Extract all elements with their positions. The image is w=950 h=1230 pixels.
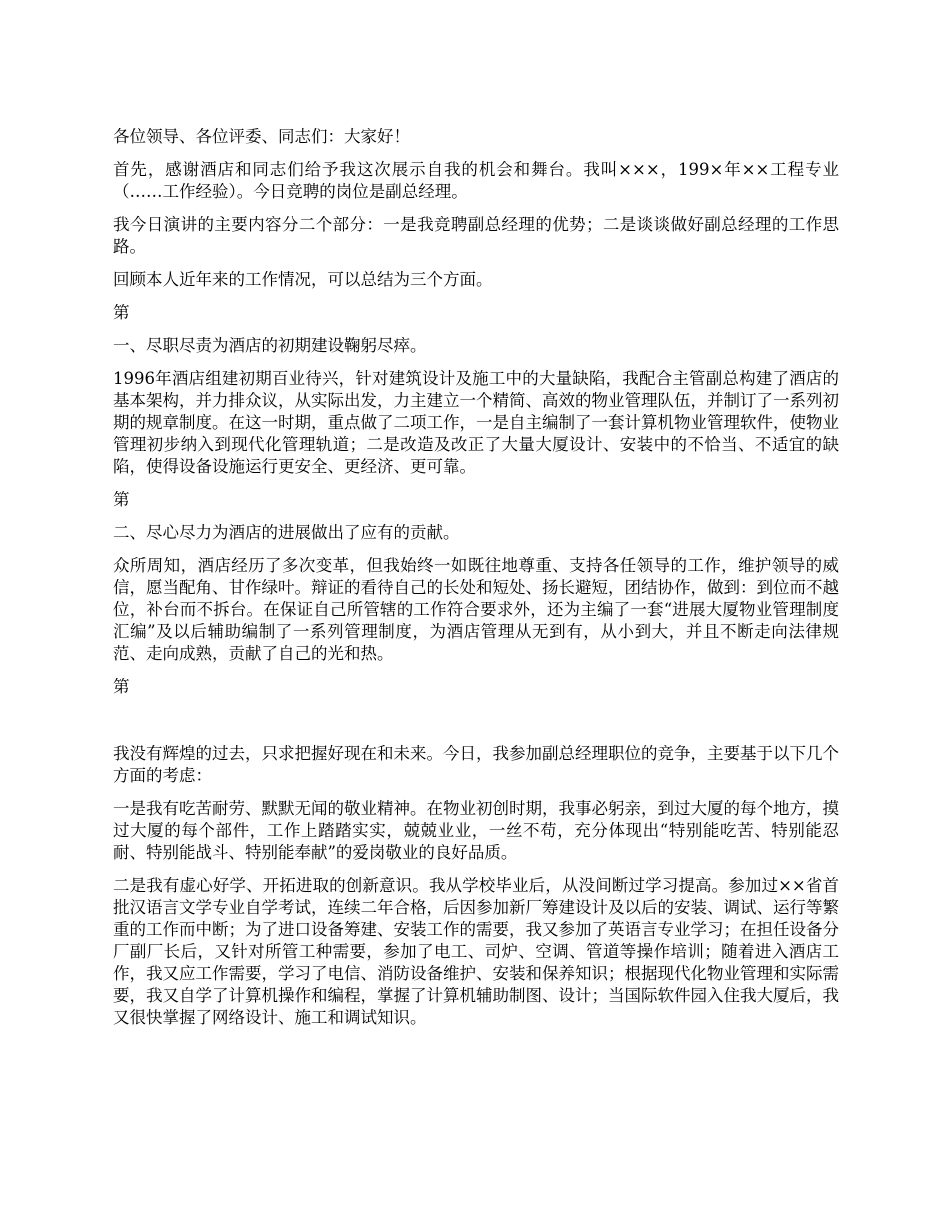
strength-paragraph-2: 二是我有虚心好学、开拓进取的创新意识。我从学校毕业后，从没间断过学习提高。参加过××省首批汉语言文学专业自学考试，连续二年合格，后因参加新厂筹建设计及以后的安装、调试、运行等繁重的工作而中断；为了进口设备筹建、安装工作的需要，我又参加了英语言专业学习；在担任设备分厂副厂长后，又针对所管工种需要，参加了电工、司炉、空调、管道等操作培训；随着进入酒店工作，我又应工作需要，学习了电信、消防设备维护、安装和保养知识；根据现代化物业管理和实际需要，我又自学了计算机操作和编程，掌握了计算机辅助制图、设计；当国际软件园入住我大厦后，我又很快掌握了网络设计、施工和调试知识。	[113, 876, 839, 1027]
introduction-paragraph: 首先，感谢酒店和同志们给予我这次展示自我的机会和舞台。我叫×××，199×年××工程专业（……工作经验）。今日竞聘的岗位是副总经理。	[113, 160, 839, 201]
outline-paragraph: 我今日演讲的主要内容分二个部分：一是我竞聘副总经理的优势；二是谈谈做好副总经理的工作思路。	[113, 215, 839, 256]
section-heading-1: 一、尽职尽责为酒店的初期建设鞠躬尽瘁。	[113, 336, 427, 355]
section-marker-1: 第	[113, 303, 130, 322]
section-body-1: 1996年酒店组建初期百业待兴，针对建筑设计及施工中的大量缺陷，我配合主管副总构建了酒店的基本架构，并力排众议，从实际出发，力主建立一个精简、高效的物业管理队伍，并制订了一系列初期的规章制度。在这一时期，重点做了二项工作，一是自主编制了一套计算机物业管理软件，使物业管理初步纳入到现代化管理轨道；二是改造及改正了大量大厦设计、安装中的不恰当、不适宜的缺陷，使得设备设施运行更安全、更经济、更可靠。	[113, 369, 839, 476]
section-heading-2: 二、尽心尽力为酒店的进展做出了应有的贡献。	[113, 523, 460, 542]
document-page	[113, 126, 839, 1040]
section-body-2: 众所周知，酒店经历了多次变革，但我始终一如既往地尊重、支持各任领导的工作，维护领导的威信，愿当配角、甘作绿叶。辩证的看待自己的长处和短处、扬长避短，团结协作，做到：到位而不越位，补台而不拆台。在保证自己所管辖的工作符合要求外，还为主编了一套“进展大厦物业管理制度汇编”及以后辅助编制了一系列管理制度，为酒店管理从无到有，从小到大，并且不断走向法律规范、走向成熟，贡献了自己的光和热。	[113, 556, 839, 663]
review-paragraph: 回顾本人近年来的工作情况，可以总结为三个方面。	[113, 270, 493, 289]
blank-gap	[113, 709, 839, 743]
greeting: 各位领导、各位评委、同志们：大家好！	[113, 127, 410, 146]
section-marker-3: 第	[113, 677, 130, 696]
section-marker-2: 第	[113, 490, 130, 509]
motivation-paragraph: 我没有辉煌的过去，只求把握好现在和未来。今日，我参加副总经理职位的竞争，主要基于以下几个方面的考虑：	[113, 744, 839, 785]
strength-paragraph-1: 一是我有吃苦耐劳、默默无闻的敬业精神。在物业初创时期，我事必躬亲，到过大厦的每个地方，摸过大厦的每个部件，工作上踏踏实实，兢兢业业，一丝不苟，充分体现出“特别能吃苦、特别能忍耐、特别能战斗、特别能奉献”的爱岗敬业的良好品质。	[113, 799, 839, 862]
